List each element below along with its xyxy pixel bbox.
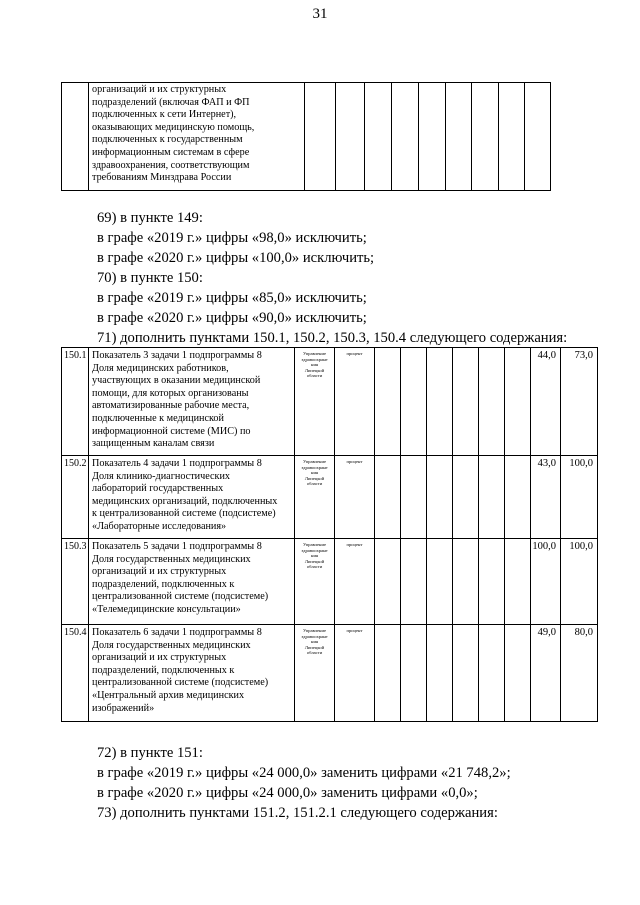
- top-desc-line: оказывающих медицинскую помощь,: [92, 121, 255, 133]
- row-desc-line: защищенным каналам связи: [92, 438, 215, 450]
- row-desc-line: Показатель 3 задачи 1 подпрограммы 8: [92, 350, 262, 361]
- row-desc-line: изображений»: [92, 702, 155, 714]
- value-2019: 100,0: [532, 541, 556, 552]
- row-desc-line: подразделений, подключенных к: [92, 578, 235, 590]
- row-desc-line: «Центральный архив медицинских: [92, 689, 245, 701]
- table-row: [62, 625, 598, 722]
- value-2019: 43,0: [537, 458, 556, 469]
- top-desc-line: подразделений (включая ФАП и ФП: [92, 96, 250, 108]
- top-desc-cell: [89, 83, 305, 191]
- unit-label: процент: [346, 542, 363, 547]
- row-number: 150.4: [64, 627, 87, 638]
- row-desc-line: помощи, для которых организованы: [92, 387, 249, 399]
- para-line: 72) в пункте 151:: [97, 745, 203, 761]
- row-desc-line: Доля клинико-диагностических: [92, 470, 231, 482]
- row-desc-line: Доля медицинских работников,: [92, 362, 229, 374]
- table-row: [62, 348, 598, 456]
- top-table: [61, 82, 551, 191]
- unit-label: процент: [346, 628, 363, 633]
- top-desc-line: информационным системам в сфере: [92, 146, 250, 158]
- para-line: 71) дополнить пунктами 150.1, 150.2, 150.3, 150.4 следующего содержания:: [97, 330, 568, 346]
- row-number: 150.3: [64, 541, 87, 552]
- row-desc-line: Доля государственных медицинских: [92, 553, 251, 565]
- row-desc-line: «Лабораторные исследования»: [92, 520, 227, 532]
- value-2020: 100,0: [569, 541, 593, 552]
- para-line: в графе «2020 г.» цифры «24 000,0» заменить цифрами «0,0»;: [97, 785, 478, 801]
- value-2019: 49,0: [537, 627, 556, 638]
- para-line: в графе «2019 г.» цифры «85,0» исключить;: [97, 290, 367, 306]
- row-desc-line: «Телемедицинские консультации»: [92, 603, 241, 615]
- responsible-org: Управление здравоохране ния Липецкой области: [301, 351, 328, 379]
- table-row: [62, 539, 598, 625]
- top-desc-line: организаций и их структурных: [92, 84, 227, 95]
- value-2019: 44,0: [537, 350, 556, 361]
- row-desc-line: подразделений, подключенных к: [92, 664, 235, 676]
- responsible-org: Управление здравоохране ния Липецкой области: [301, 542, 328, 570]
- table-row: [62, 456, 598, 539]
- value-2020: 100,0: [569, 458, 593, 469]
- row-desc-line: участвующих в оказании медицинской: [92, 375, 261, 387]
- row-desc-line: Показатель 5 задачи 1 подпрограммы 8: [92, 541, 262, 552]
- row-desc-line: организаций и их структурных: [92, 566, 227, 578]
- para-line: в графе «2019 г.» цифры «24 000,0» заменить цифрами «21 748,2»;: [97, 765, 511, 781]
- row-desc-line: автоматизированные рабочие места,: [92, 400, 250, 412]
- para-line: 69) в пункте 149:: [97, 210, 203, 226]
- row-desc-line: информационной системе (МИС) по: [92, 425, 251, 437]
- amendment-69-71: [97, 208, 567, 348]
- value-2020: 80,0: [574, 627, 593, 638]
- para-line: в графе «2020 г.» цифры «90,0» исключить;: [97, 310, 367, 326]
- value-2020: 73,0: [574, 350, 593, 361]
- row-desc-line: лабораторий государственных: [92, 483, 224, 495]
- row-desc-line: организаций и их структурных: [92, 652, 227, 664]
- amendment-72-73: [97, 743, 511, 823]
- top-desc-line: подключенных к государственным: [92, 134, 243, 146]
- para-line: 70) в пункте 150:: [97, 270, 203, 286]
- top-desc-line: здравоохранения, соответствующим: [92, 159, 250, 171]
- row-desc-line: Доля государственных медицинских: [92, 639, 251, 651]
- para-line: в графе «2019 г.» цифры «98,0» исключить;: [97, 230, 367, 246]
- row-desc-line: медицинских организаций, подключенных: [92, 495, 278, 507]
- para-line: 73) дополнить пунктами 151.2, 151.2.1 следующего содержания:: [97, 805, 498, 821]
- top-desc-line: требованиям Минздрава России: [92, 172, 232, 184]
- indicators-table: [61, 347, 598, 722]
- row-desc-line: Показатель 6 задачи 1 подпрограммы 8: [92, 627, 262, 638]
- top-desc-line: подключенных к сети Интернет),: [92, 109, 237, 121]
- top-num-cell: [62, 83, 89, 191]
- row-desc-line: к централизованной системе (подсистеме): [92, 508, 276, 520]
- row-number: 150.1: [64, 350, 87, 361]
- row-desc-line: подключенные к медицинской: [92, 412, 224, 424]
- unit-label: процент: [346, 351, 363, 356]
- responsible-org: Управление здравоохране ния Липецкой области: [301, 459, 328, 487]
- row-desc-line: централизованной системе (подсистеме): [92, 677, 269, 689]
- row-desc-line: Показатель 4 задачи 1 подпрограммы 8: [92, 458, 262, 469]
- responsible-org: Управление здравоохране ния Липецкой области: [301, 628, 328, 656]
- row-number: 150.2: [64, 458, 87, 469]
- page-number: 31: [312, 6, 328, 22]
- para-line: в графе «2020 г.» цифры «100,0» исключить;: [97, 250, 375, 266]
- unit-label: процент: [346, 459, 363, 464]
- row-desc-line: централизованной системе (подсистеме): [92, 591, 269, 603]
